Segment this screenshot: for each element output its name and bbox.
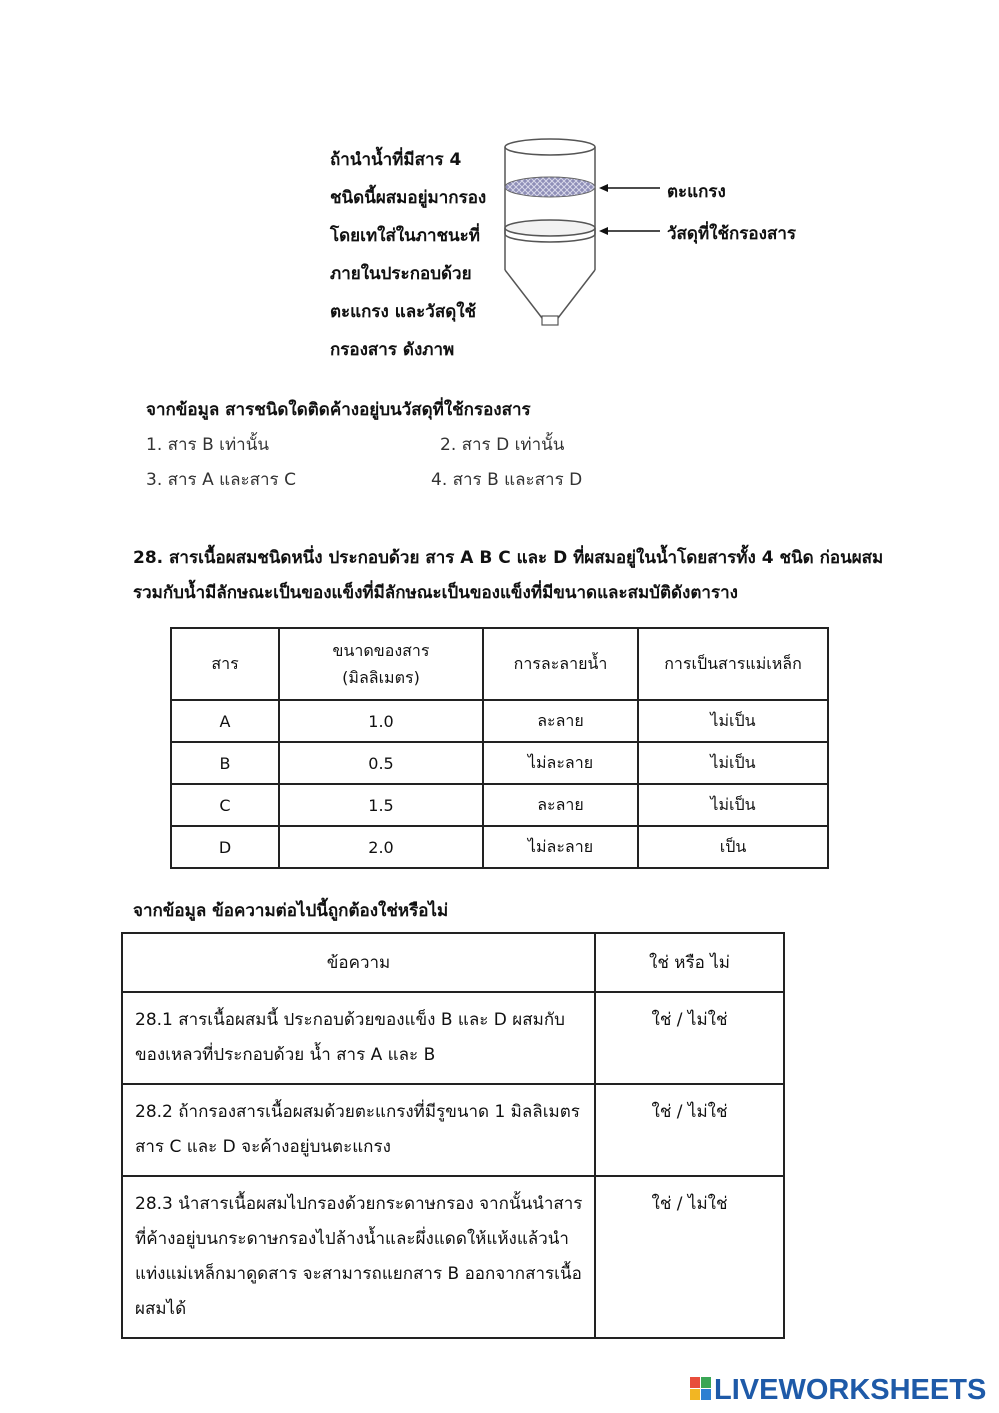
header-yes-no: ใช่ หรือ ไม่ xyxy=(595,933,784,992)
cell-substance: C xyxy=(171,784,279,826)
table-row xyxy=(171,742,828,784)
properties-table xyxy=(170,627,829,869)
cell-magnetic: เป็น xyxy=(638,826,828,868)
cell-size: 0.5 xyxy=(279,742,483,784)
cell-size: 1.0 xyxy=(279,700,483,742)
cell-magnetic: ไม่เป็น xyxy=(638,742,828,784)
header-solubility: การละลายน้ำ xyxy=(483,628,638,700)
table-row xyxy=(171,784,828,826)
intro-line-1: ถ้านำน้ำที่มีสาร 4 xyxy=(330,150,462,170)
q27-choice-4[interactable]: 4. สาร B และสาร D xyxy=(431,470,583,490)
table-row xyxy=(171,826,828,868)
cell-solubility: ไม่ละลาย xyxy=(483,742,638,784)
statement-text xyxy=(122,1176,595,1338)
header-magnetic: การเป็นสารแม่เหล็ก xyxy=(638,628,828,700)
statement-line: ผสมได้ xyxy=(135,1299,187,1319)
sieve-layer xyxy=(505,177,595,197)
q27-choice-1[interactable]: 1. สาร B เท่านั้น xyxy=(146,435,269,455)
intro-line-5: ตะแกรง และวัสดุใช้ xyxy=(330,302,477,322)
q28-text-line-1: 28. สารเนื้อผสมชนิดหนึ่ง ประกอบด้วย สาร A B C และ D ที่ผสมอยู่ในน้ำโดยสารทั้ง 4 ชนิด ก่อนผสม xyxy=(133,548,884,568)
header-substance: สาร xyxy=(171,628,279,700)
statement-line: ของเหลวที่ประกอบด้วย น้ำ สาร A และ B xyxy=(135,1045,436,1065)
statement-text xyxy=(122,1084,595,1176)
statement-line: สาร C และ D จะค้างอยู่บนตะแกรง xyxy=(135,1137,391,1157)
intro-line-3: โดยเทใส่ในภาชนะที่ xyxy=(330,226,480,246)
filter-material-layer xyxy=(505,220,595,236)
cell-magnetic: ไม่เป็น xyxy=(638,784,828,826)
statement-line: ที่ค้างอยู่บนกระดาษกรองไปล้างน้ำและผึ่งแดดให้แห้งแล้วนำ xyxy=(135,1229,569,1249)
statement-line: แท่งแม่เหล็กมาดูดสาร จะสามารถแยกสาร B ออกจากสารเนื้อ xyxy=(135,1264,582,1284)
header-size xyxy=(279,628,483,700)
cell-solubility: ไม่ละลาย xyxy=(483,826,638,868)
statement-line: 28.3 นำสารเนื้อผสมไปกรองด้วยกระดาษกรอง จากนั้นนำสาร xyxy=(135,1194,583,1214)
cell-solubility: ละลาย xyxy=(483,784,638,826)
cell-substance: D xyxy=(171,826,279,868)
intro-line-4: ภายในประกอบด้วย xyxy=(330,264,472,284)
statements-header-row xyxy=(122,933,784,992)
header-size-line-1: ขนาดของสาร xyxy=(332,640,430,660)
statement-line: 28.1 สารเนื้อผสมนี้ ประกอบด้วยของแข็ง B และ D ผสมกับ xyxy=(135,1010,565,1030)
cell-size: 2.0 xyxy=(279,826,483,868)
yes-no-answer[interactable]: ใช่ / ไม่ใช่ xyxy=(595,992,784,1084)
cell-size: 1.5 xyxy=(279,784,483,826)
table-row xyxy=(171,700,828,742)
q28-prompt: จากข้อมูล ข้อความต่อไปนี้ถูกต้องใช่หรือไม่ xyxy=(133,901,449,921)
liveworksheets-logo-text[interactable]: LIVEWORKSHEETS xyxy=(714,1374,987,1406)
header-statement: ข้อความ xyxy=(122,933,595,992)
label-sieve: ตะแกรง xyxy=(667,182,726,202)
properties-header-row xyxy=(171,628,828,700)
statement-row xyxy=(122,992,784,1084)
q28-text-line-2: รวมกับน้ำมีลักษณะเป็นของแข็งที่มีลักษณะเป็นของแข็งที่มีขนาดและสมบัติดังตาราง xyxy=(133,583,738,603)
label-filter-material: วัสดุที่ใช้กรองสาร xyxy=(667,224,796,244)
header-size-line-2: (มิลลิเมตร) xyxy=(342,668,420,687)
cell-solubility: ละลาย xyxy=(483,700,638,742)
filter-container-diagram xyxy=(495,130,675,330)
intro-line-6: กรองสาร ดังภาพ xyxy=(330,340,455,360)
q27-choice-3[interactable]: 3. สาร A และสาร C xyxy=(146,470,296,490)
yes-no-answer[interactable]: ใช่ / ไม่ใช่ xyxy=(595,1176,784,1338)
statement-line: 28.2 ถ้ากรองสารเนื้อผสมด้วยตะแกรงที่มีรูขนาด 1 มิลลิเมตร xyxy=(135,1102,580,1122)
yes-no-answer[interactable]: ใช่ / ไม่ใช่ xyxy=(595,1084,784,1176)
cell-substance: B xyxy=(171,742,279,784)
statement-text xyxy=(122,992,595,1084)
statements-table xyxy=(121,932,785,1339)
statement-row xyxy=(122,1176,784,1338)
q27-prompt: จากข้อมูล สารชนิดใดติดค้างอยู่บนวัสดุที่ใช้กรองสาร xyxy=(146,400,531,420)
liveworksheets-logo-icon xyxy=(690,1377,712,1401)
cell-magnetic: ไม่เป็น xyxy=(638,700,828,742)
cell-substance: A xyxy=(171,700,279,742)
q27-choice-2[interactable]: 2. สาร D เท่านั้น xyxy=(440,435,565,455)
intro-line-2: ชนิดนี้ผสมอยู่มากรอง xyxy=(330,188,487,208)
statement-row xyxy=(122,1084,784,1176)
